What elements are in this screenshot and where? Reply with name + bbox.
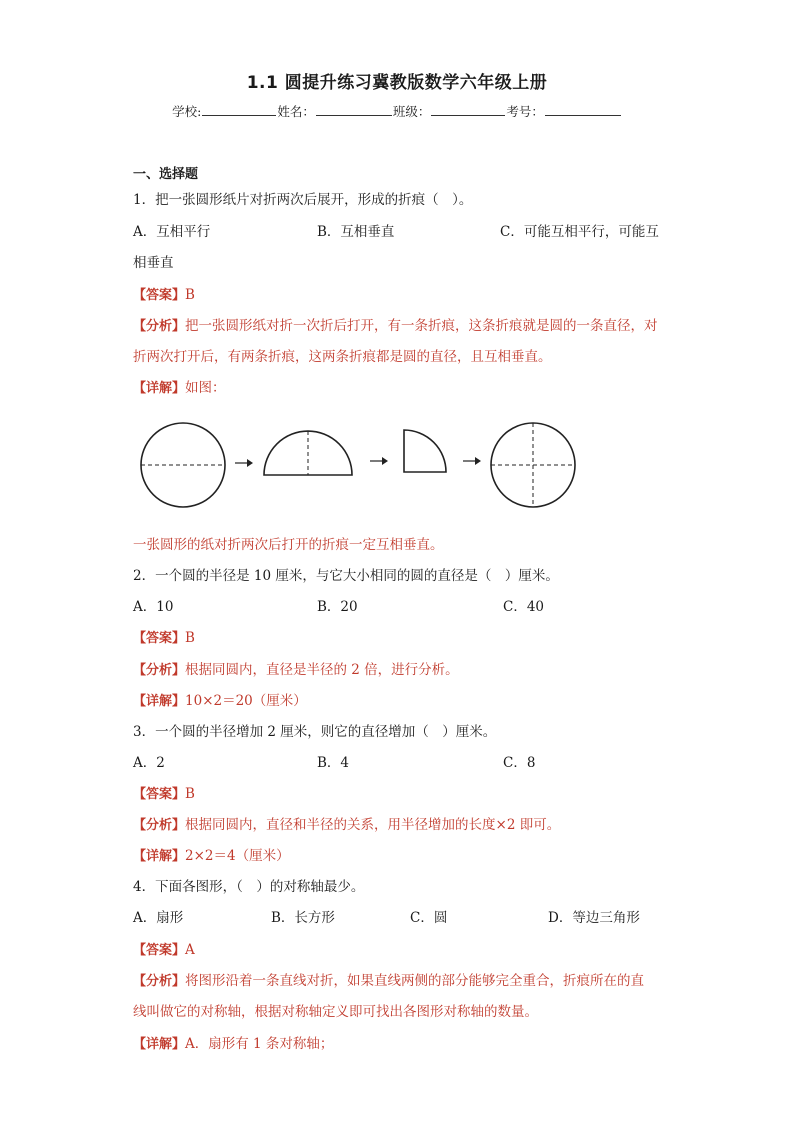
q1-detail: [133, 378, 226, 399]
class-label: 班级：: [392, 104, 431, 119]
page-title: 1.1 圆提升练习冀教版数学六年级上册: [246, 73, 548, 93]
q3-detail: [133, 846, 290, 867]
q2-answer: [133, 628, 195, 649]
detail-tag: 【详解】: [133, 694, 186, 709]
q3-option-a: A．2: [133, 755, 165, 771]
class-blank[interactable]: [431, 103, 505, 116]
q2-option-c: C．40: [503, 599, 545, 615]
arrow-head-icon: [475, 457, 481, 465]
analysis-text: 根据同圆内，直径是半径的 2 倍，进行分析。: [185, 662, 459, 678]
analysis-tag: 【分析】: [133, 319, 186, 334]
q4-option-b: B．长方形: [271, 910, 335, 926]
analysis-tag: 【分析】: [133, 663, 186, 678]
q3-answer: [133, 784, 195, 805]
section-heading: 一、选择题: [133, 167, 199, 182]
answer-tag: 【答案】: [133, 631, 186, 646]
q4-option-c: C．圆: [410, 910, 448, 926]
student-info-line: [0, 102, 794, 120]
q4-option-d: D．等边三角形: [548, 910, 640, 926]
detail-tag: 【详解】: [133, 381, 186, 396]
school-blank[interactable]: [202, 103, 276, 116]
q1-answer: [133, 285, 195, 306]
q4-analysis-continued: 线叫做它的对称轴，根据对称轴定义即可找出各图形对称轴的数量。: [133, 1004, 538, 1020]
q4-stem: 4．下面各图形，（ ）的对称轴最少。: [133, 879, 365, 895]
answer-value: A: [185, 942, 195, 958]
q1-analysis: [133, 316, 658, 337]
detail-tag: 【详解】: [133, 849, 186, 864]
q2-option-b: B．20: [317, 599, 358, 615]
name-blank[interactable]: [316, 103, 392, 116]
analysis-text: 将图形沿着一条直线对折，如果直线两侧的部分能够完全重合，折痕所在的直: [185, 973, 645, 989]
detail-text: 如图：: [185, 380, 226, 396]
school-label: 学校:: [172, 104, 202, 119]
answer-tag: 【答案】: [133, 943, 186, 958]
detail-text: A．扇形有 1 条对称轴；: [185, 1036, 334, 1052]
q1-option-b: B．互相垂直: [317, 224, 395, 240]
answer-value: B: [185, 630, 195, 646]
q3-analysis: [133, 815, 560, 836]
answer-value: B: [185, 287, 195, 303]
number-blank[interactable]: [545, 103, 621, 116]
analysis-text: 根据同圆内，直径和半径的关系，用半径增加的长度×2 即可。: [185, 817, 561, 833]
q4-analysis: [133, 971, 644, 992]
q4-detail: [133, 1034, 333, 1055]
detail-text: 10×2＝20（厘米）: [185, 693, 307, 709]
q1-option-c-continued: 相垂直: [133, 255, 174, 271]
q1-conclusion: 一张圆形的纸对折两次后打开的折痕一定互相垂直。: [133, 537, 444, 553]
q1-option-a: A．互相平行: [133, 224, 211, 240]
folding-diagram: [130, 418, 590, 512]
analysis-tag: 【分析】: [133, 818, 186, 833]
arrow-head-icon: [382, 457, 388, 465]
q1-stem: 1．把一张圆形纸片对折两次后展开，形成的折痕（ ）。: [133, 192, 473, 208]
q2-detail: [133, 691, 307, 712]
q2-option-a: A．10: [133, 599, 174, 615]
q3-stem: 3．一个圆的半径增加 2 厘米，则它的直径增加（ ）厘米。: [133, 724, 497, 740]
name-label: 姓名：: [277, 104, 315, 119]
quarter-circle-shape: [404, 430, 446, 472]
answer-value: B: [185, 786, 195, 802]
detail-tag: 【详解】: [133, 1037, 186, 1052]
detail-text: 2×2＝4（厘米）: [185, 848, 290, 864]
number-label: 考号：: [506, 104, 544, 119]
q4-option-a: A．扇形: [133, 910, 184, 926]
answer-tag: 【答案】: [133, 787, 186, 802]
arrow-head-icon: [247, 459, 253, 467]
answer-tag: 【答案】: [133, 288, 186, 303]
q3-option-c: C．8: [503, 755, 536, 771]
q2-analysis: [133, 660, 459, 681]
q3-option-b: B．4: [317, 755, 350, 771]
q4-answer: [133, 940, 195, 961]
q2-stem: 2．一个圆的半径是 10 厘米，与它大小相同的圆的直径是（ ）厘米。: [133, 568, 559, 584]
analysis-tag: 【分析】: [133, 974, 186, 989]
q1-analysis-continued: 折两次打开后，有两条折痕，这两条折痕都是圆的直径，且互相垂直。: [133, 349, 552, 365]
q1-option-c: C．可能互相平行，可能互: [500, 224, 659, 240]
analysis-text: 把一张圆形纸对折一次折后打开，有一条折痕，这条折痕就是圆的一条直径，对: [185, 318, 658, 334]
